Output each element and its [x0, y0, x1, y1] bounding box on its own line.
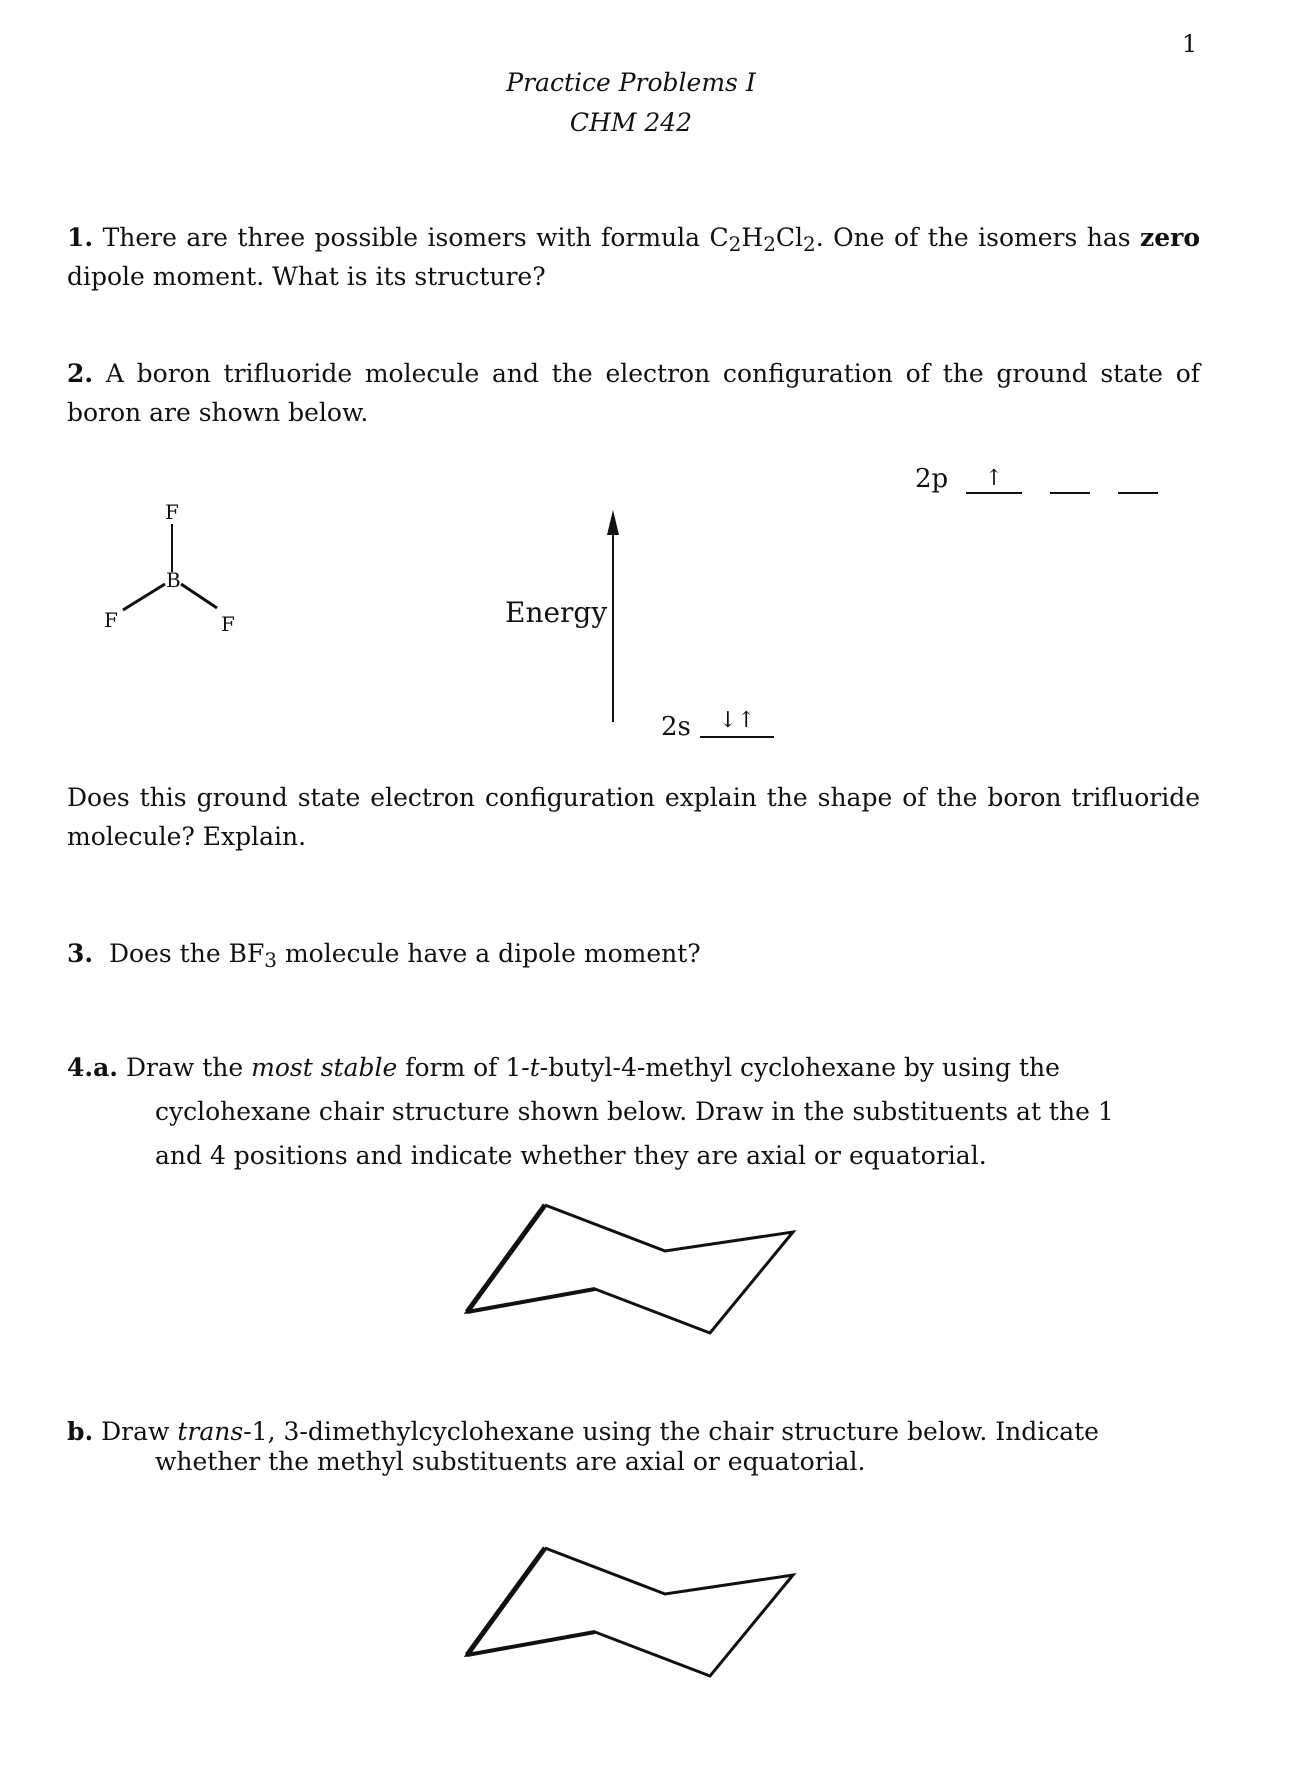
- question-2-number: 2.: [67, 359, 94, 388]
- q1-bold-zero: zero: [1140, 223, 1200, 252]
- orbital-2p-1: [966, 466, 1022, 494]
- question-3: [67, 934, 1200, 973]
- electron-arrows-paired: ↓↑: [718, 708, 756, 733]
- page-number: 1: [1182, 30, 1198, 58]
- question-2-followup: Does this ground state electron configuration explain the shape of the boron trifluoride molecule? Explain.: [67, 783, 1200, 851]
- question-4b-number: b.: [67, 1417, 94, 1446]
- q4a-text-a: Draw the: [125, 1053, 252, 1082]
- electron-arrow-up: ↑: [984, 466, 1004, 491]
- energy-arrow: [600, 510, 630, 725]
- q1-text-b: . One of the isomers has: [815, 223, 1141, 252]
- q1-h: H: [741, 223, 764, 252]
- q2-text: A boron trifluoride molecule and the electron configuration of the ground state of boron are shown below.: [67, 359, 1200, 427]
- q4b-italic-trans: trans: [177, 1417, 244, 1446]
- energy-label: Energy: [505, 596, 608, 629]
- orbital-2s: [700, 708, 774, 738]
- question-1-number: 1.: [67, 223, 94, 252]
- q1-sub-2: 2: [763, 232, 776, 256]
- q4a-italic-most-stable: most stable: [251, 1053, 398, 1082]
- orbital-2p-3: [1118, 466, 1158, 494]
- q1-sub-1: 2: [728, 232, 742, 256]
- q3-sub: 3: [264, 948, 278, 972]
- q1-text-c: dipole moment. What is its structure?: [67, 262, 546, 291]
- q1-cl: Cl: [775, 223, 804, 252]
- question-4b: [67, 1417, 1135, 1477]
- cyclohexane-chair-1: [455, 1195, 805, 1345]
- question-2: [67, 354, 1200, 432]
- q4b-text-a: Draw: [101, 1417, 178, 1446]
- q4b-text-b: -1, 3-dimethylcyclohexane using the chair structure below. Indicate whether the methyl substituents are axial or equatorial.: [155, 1417, 1099, 1476]
- q1-sub-3: 2: [803, 232, 816, 256]
- bond-b-f-left: [123, 584, 165, 610]
- q3-text-b: molecule have a dipole moment?: [277, 939, 701, 968]
- atom-f-right: F: [221, 612, 235, 636]
- question-4a: [67, 1046, 1115, 1178]
- bond-b-f-right: [181, 584, 217, 608]
- q4a-text-c: -butyl-4-methyl cyclohexane by using the cyclohexane chair structure shown below. Draw in the substituents at the 1 and 4 positions and indicate whether they are axial or equatorial.: [155, 1053, 1114, 1170]
- cyclohexane-chair-2: [455, 1538, 805, 1688]
- atom-f-top: F: [165, 500, 179, 524]
- question-1: [67, 218, 1200, 296]
- orbital-2p-2: [1050, 466, 1090, 494]
- page-title: Practice Problems I: [506, 68, 756, 97]
- atom-b: B: [166, 568, 181, 592]
- orbital-2s-label: 2s: [661, 712, 691, 742]
- q3-text-a: Does the BF: [109, 939, 265, 968]
- course-code: CHM 242: [569, 108, 693, 137]
- atom-f-left: F: [104, 608, 118, 632]
- question-3-number: 3.: [67, 939, 94, 968]
- q4a-italic-t: t: [529, 1053, 540, 1082]
- question-4a-number: 4.a.: [67, 1053, 119, 1082]
- q1-text-a: There are three possible isomers with formula C: [102, 223, 729, 252]
- q4a-text-b: form of 1-: [397, 1053, 530, 1082]
- orbital-2p-label: 2p: [915, 464, 949, 494]
